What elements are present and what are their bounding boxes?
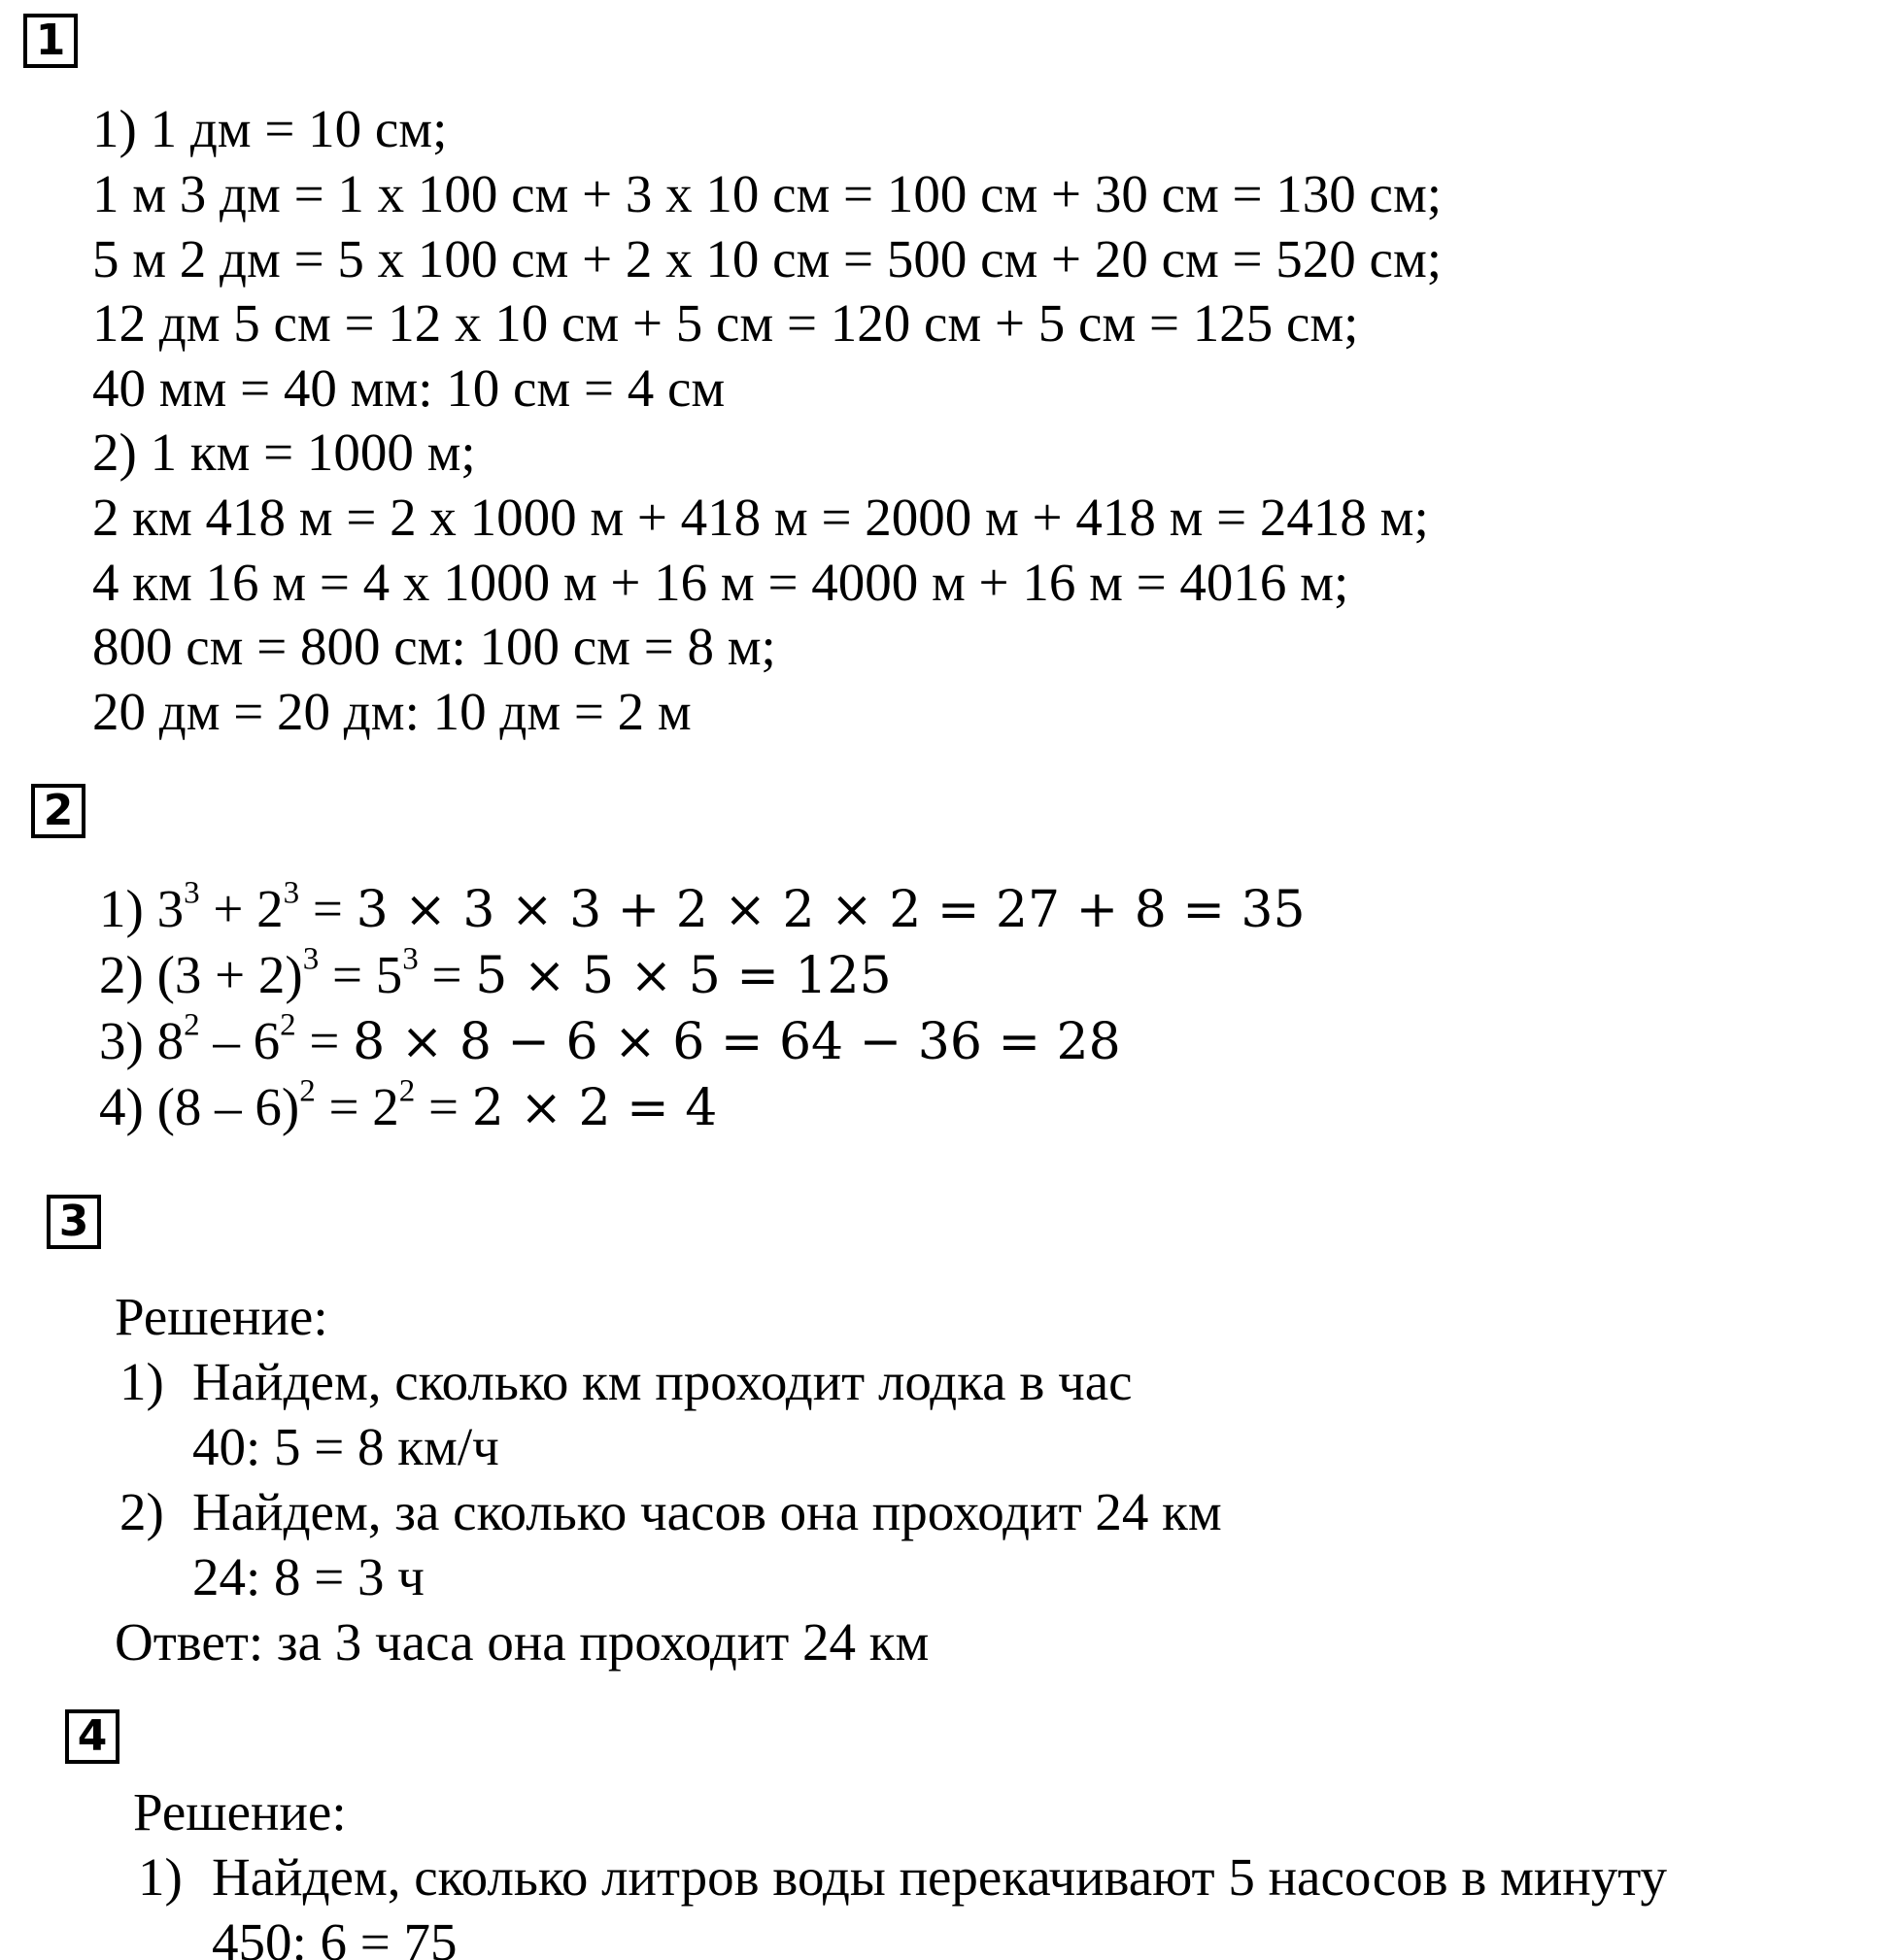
task-1-line-1: 1) 1 дм = 10 см; <box>92 99 448 158</box>
task-1-line-8: 4 км 16 м = 4 х 1000 м + 16 м = 4000 м + 16 м = 4016 м; <box>92 553 1349 612</box>
task-1-line-9: 800 см = 800 см: 100 см = 8 м; <box>92 617 776 676</box>
task-2-item-3: 3) $8^2 - 6^2 = 8 \times 8 - 6 \times 6 = 64 - 36 = 28$ <box>99 1007 1121 1071</box>
task-4-heading: Решение: <box>133 1782 347 1842</box>
task-3-step-1-calc: 40: 5 = 8 км/ч <box>192 1417 499 1476</box>
task-2-item-2: 2) $(3 + 2)^3 = 5^3 = 5 \times 5 \times 5 = 125$ <box>99 941 892 1005</box>
task-1-line-10: 20 дм = 20 дм: 10 дм = 2 м <box>92 682 692 741</box>
task-4-step-1-number: 1) <box>138 1847 183 1907</box>
task-1-number-box: 1 <box>23 14 78 68</box>
task-3-number-box: 3 <box>47 1195 101 1249</box>
task-1-line-4: 12 дм 5 см = 12 х 10 см + 5 см = 120 см + 5 см = 125 см; <box>92 293 1359 353</box>
task-1-line-2: 1 м 3 дм = 1 х 100 см + 3 х 10 см = 100 см + 30 см = 130 см; <box>92 164 1443 223</box>
task-1-line-6: 2) 1 км = 1000 м; <box>92 422 476 482</box>
task-3-step-1-text: Найдем, сколько км проходит лодка в час <box>192 1352 1133 1411</box>
task-4-number-box: 4 <box>65 1709 119 1764</box>
task-1-line-3: 5 м 2 дм = 5 х 100 см + 2 х 10 см = 500 см + 20 см = 520 см; <box>92 229 1443 288</box>
task-1-line-7: 2 км 418 м = 2 х 1000 м + 418 м = 2000 м + 418 м = 2418 м; <box>92 488 1429 547</box>
task-4-step-1-calc: 450: 6 = 75 <box>212 1912 458 1960</box>
task-3-step-2-text: Найдем, за сколько часов она проходит 24 км <box>192 1482 1222 1541</box>
task-3-step-2-number: 2) <box>119 1482 164 1541</box>
task-1-line-5: 40 мм = 40 мм: 10 см = 4 см <box>92 358 726 418</box>
task-3-step-2-calc: 24: 8 = 3 ч <box>192 1547 425 1606</box>
task-4-step-1-text: Найдем, сколько литров воды перекачивают 5 насосов в минуту <box>212 1847 1668 1907</box>
task-3-step-1-number: 1) <box>119 1352 164 1411</box>
task-3-answer: Ответ: за 3 часа она проходит 24 км <box>115 1612 930 1672</box>
task-2-item-4: 4) $(8 - 6)^2 = 2^2 = 2 \times 2 = 4$ <box>99 1073 718 1137</box>
task-2-item-1: 1) $3^3 + 2^3 = 3 \times 3 \times 3 + 2 \times 2 \times 2 = 27 + 8 = 35$ <box>99 875 1306 939</box>
task-3-heading: Решение: <box>115 1287 328 1346</box>
task-2-number-box: 2 <box>31 784 85 838</box>
